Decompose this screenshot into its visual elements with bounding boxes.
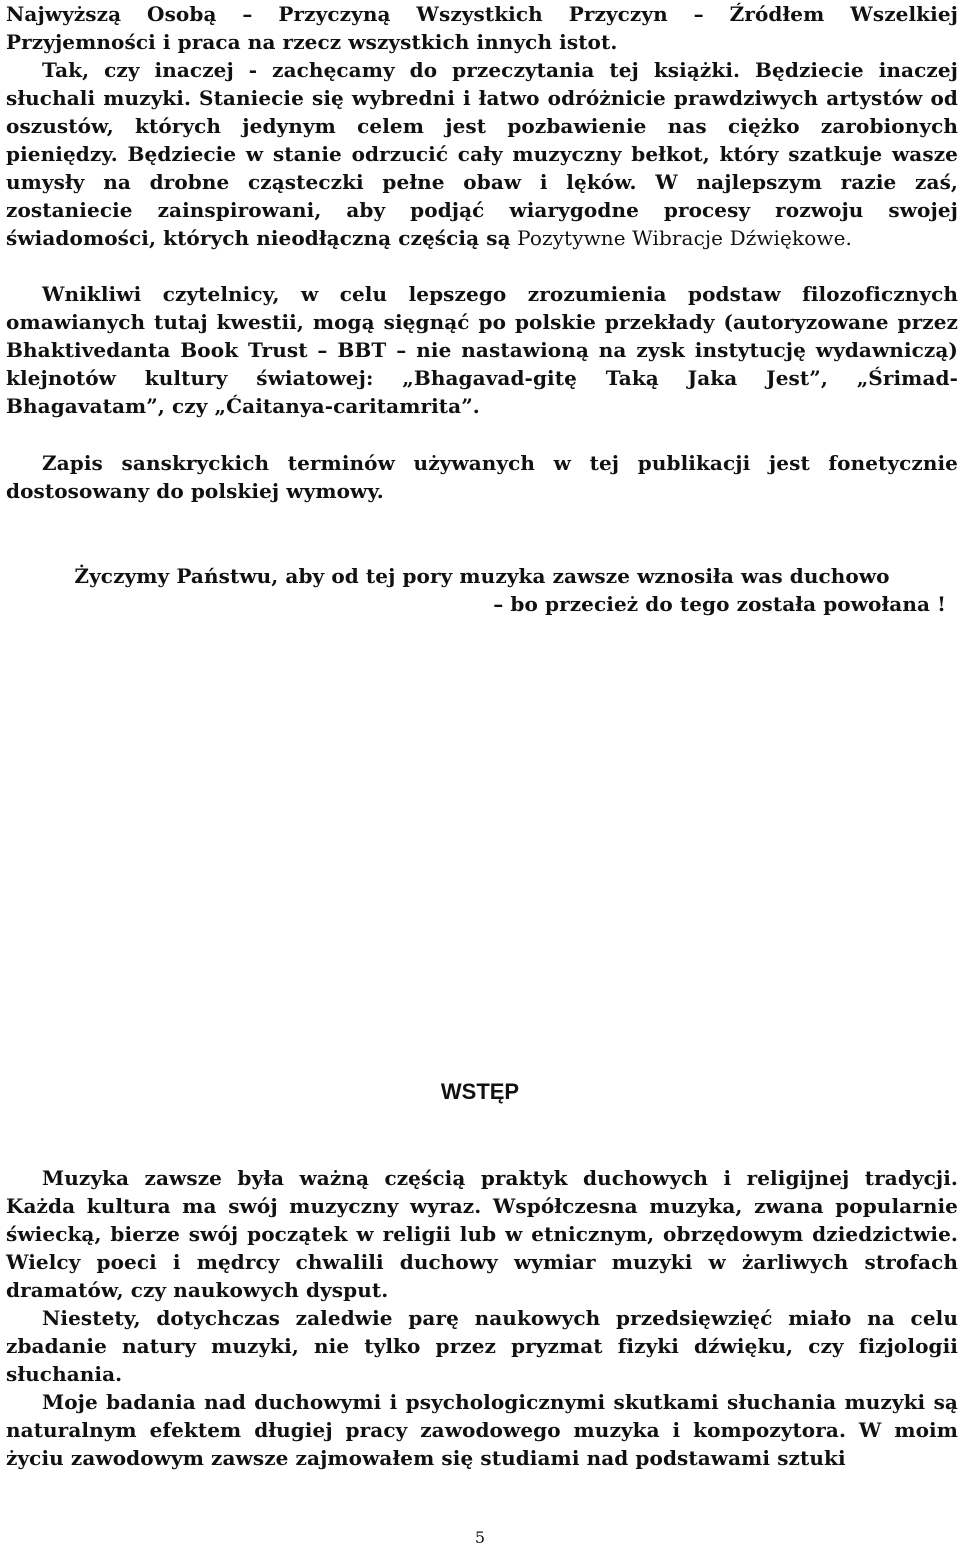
intro-paragraph-2-text: Tak, czy inaczej - zachęcamy do przeczytania tej książki. Będziecie inaczej słuchali muzyki. Staniecie się wybredni i łatwo odróżnicie prawdziwych artystów od oszustów, których jedynym celem jest pozbawienie nas ciężko zarobionych pieniędzy. Będziecie w stanie odrzucić cały muzyczny bełkot, który szatkuje wasze umysły na drobne cząsteczki pełne obaw i lęków. W najlepszym razie zaś, zostaniecie zainspirowani, aby podjąć wiarygodne procesy rozwoju swojej świadomości, których nieodłączną częścią są [6, 58, 958, 250]
wish-line-2: – bo przecież do tego została powołana ! [493, 592, 946, 616]
intro-paragraph-2 [6, 56, 958, 252]
section-paragraph-1: Muzyka zawsze była ważną częścią praktyk duchowych i religijnej tradycji. Każda kultura ma swój muzyczny wyraz. Współczesna muzyka, zwana popularnie świecką, bierze swój początek w religii lub w etnicznym, obrzędowym dziedzictwie. Wielcy poeci i mędrcy chwalili duchowy wymiar muzyki w żarliwych strofach dramatów, czy naukowych dysput. [6, 1166, 958, 1302]
section-paragraph-3: Moje badania nad duchowymi i psychologicznymi skutkami słuchania muzyki są naturalnym efektem długiej pracy zawodowego muzyka i kompozytora. W moim życiu zawodowym zawsze zajmowałem się studiami nad podstawami sztuki [6, 1390, 958, 1470]
transcription-paragraph: Zapis sanskryckich terminów używanych w tej publikacji jest fonetycznie dostosowany do polskiej wymowy. [6, 451, 958, 503]
intro-paragraph-1 [6, 0, 958, 56]
intro-paragraph-2-ending: Pozytywne Wibracje Dźwiękowe. [510, 226, 852, 250]
readers-paragraph: Wnikliwi czytelnicy, w celu lepszego zrozumienia podstaw filozoficznych omawianych tutaj kwestii, mogą sięgnąć po polskie przekłady (autoryzowane przez Bhaktivedanta Book Trust – BBT – nie nastawioną na zysk instytucję wydawniczą) klejnotów kultury światowej: „Bhagavad-gitę Taką Jaka Jest”, „Śrimad-Bhagavatam”, czy „Ćaitanya-caritamrita”. [6, 282, 958, 418]
page-number: 5 [474, 1528, 486, 1547]
section-paragraph-2: Niestety, dotychczas zaledwie parę naukowych przedsięwzięć miało na celu zbadanie natury muzyki, nie tylko przez pryzmat fizyki dźwięku, czy fizjologii słuchania. [6, 1306, 958, 1386]
wish-line-1: Życzymy Państwu, aby od tej pory muzyka zawsze wznosiła was duchowo [74, 564, 890, 588]
intro-paragraph-1-text: Najwyższą Osobą – Przyczyną Wszystkich Przyczyn – Źródłem Wszelkiej Przyjemności i praca na rzecz wszystkich innych istot. [6, 2, 958, 54]
section-heading: WSTĘP [440, 1079, 520, 1104]
